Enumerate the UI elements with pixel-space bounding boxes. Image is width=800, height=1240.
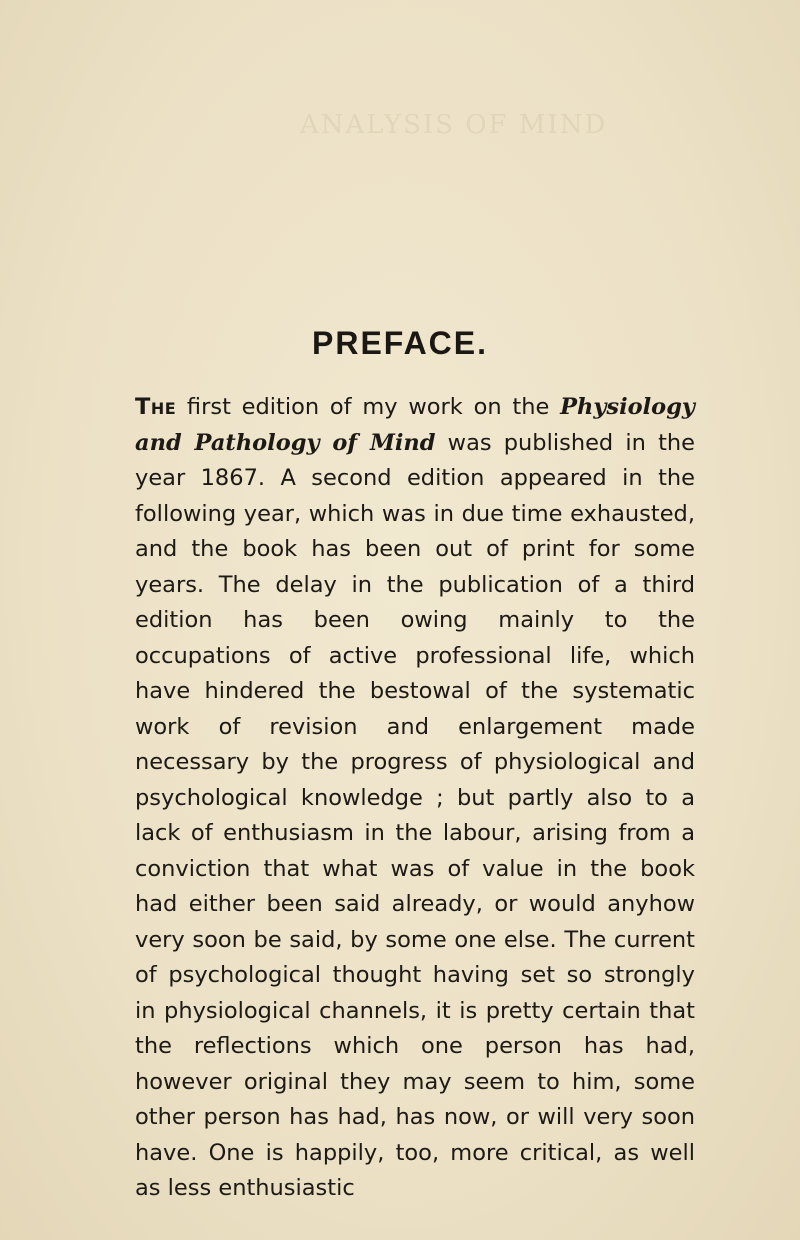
bleed-through-text: ANALYSIS OF MIND: [300, 110, 608, 140]
page-title: PREFACE.: [311, 325, 489, 361]
preface-paragraph: [135, 390, 695, 1207]
lead-word: The: [135, 394, 177, 420]
paragraph-text-2: was published in the year 1867. A second edition appeared in the following year, which was in due time exhausted, and the book has been out of print for some years. The delay in the publication of a third edition has been owing mainly to the occupations of active professional life, which have hindered the bestowal of the systematic work of revision and enlargement made necessary by the progress of physiological and psychological knowledge ; but partly also to a lack of enthusiasm in the labour, arising from a conviction that what was of value in the book had either been said already, or would anyhow very soon be said, by some one else. The current of psychological thought having set so strongly in physiological channels, it is pretty certain that the reflections which one person has had, however original they may seem to him, some other person has had, has now, or will very soon have. One is happily, too, more critical, as well as less enthusiastic: [135, 429, 695, 1201]
italic-book-title: Physiology and Pathology of Mind: [135, 394, 695, 456]
paragraph-text-1: first edition of my work on the: [176, 394, 561, 420]
